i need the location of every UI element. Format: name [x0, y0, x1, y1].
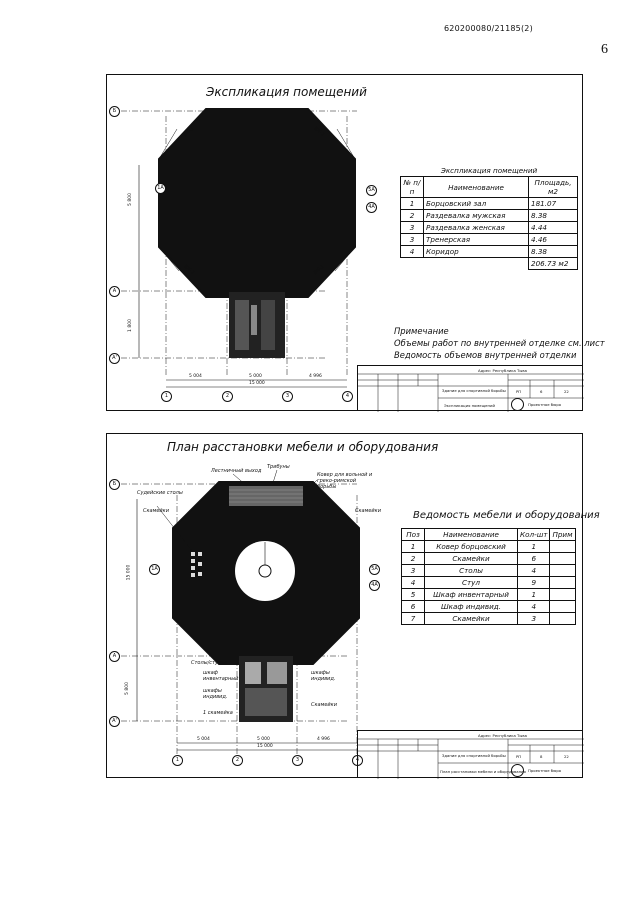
dimension-text: 15 000: [257, 744, 273, 749]
document-number: 620200080/21185(2): [444, 24, 533, 33]
annotation-label: Трибуны: [267, 464, 290, 470]
grid-axis-marker: 2: [222, 391, 233, 402]
grid-axis-marker: 1: [172, 755, 183, 766]
table-row: 6 Шкаф индивид. 4: [402, 601, 576, 613]
table-row: 4 Стул 9: [402, 577, 576, 589]
annotation-label: шкафы индивид.: [203, 688, 228, 700]
table-row: 3 Тренерская 4.46: [401, 234, 578, 246]
annotation-label: Столы/стулья: [191, 660, 228, 666]
furniture-table: [401, 528, 576, 625]
stamp-project: Адрес: Республика Тыва: [478, 733, 527, 738]
sheet1-note: [394, 325, 605, 361]
stamp-sheets: 22: [564, 754, 569, 759]
grid-axis-marker: А': [109, 353, 120, 364]
annotation-label: Ковер для вольной и греко-римской борьбы: [317, 472, 373, 490]
grid-axis-marker: А': [109, 716, 120, 727]
stamp-org: Проектное бюро: [528, 402, 562, 407]
column-header: Прим: [550, 529, 575, 541]
sheet1-floor-plan: [107, 75, 367, 405]
dimension-text: 1 800: [127, 319, 133, 332]
stamp-stage: РП: [516, 389, 522, 394]
table-row: 7 Скамейки 3: [402, 613, 576, 625]
table-row: 5 Шкаф инвентарный 1: [402, 589, 576, 601]
grid-axis-marker: 3: [282, 391, 293, 402]
dimension-text: 5 004: [189, 374, 202, 379]
column-header: Кол-шт: [518, 529, 550, 541]
dimension-text: 5 004: [197, 737, 210, 742]
column-header: Наименование: [424, 177, 529, 198]
table-row: 2 Раздевалка мужская 8.38: [401, 210, 578, 222]
callout-label: ВК-1: [312, 263, 326, 277]
page-number: 6: [601, 42, 608, 57]
annotation-label: шкафы индивид.: [311, 670, 336, 682]
annotation-label: Скамейки: [143, 508, 169, 514]
tribune: [229, 486, 303, 506]
annotation-label: Судейские столы: [137, 490, 183, 496]
callout-label: ВК-1: [182, 125, 196, 139]
stamp-object: Здание для спортивной борьбы: [442, 753, 506, 758]
grid-axis-marker: 1А: [149, 564, 160, 575]
grid-axis-marker: 2: [232, 755, 243, 766]
stamp-org: Проектное бюро: [528, 768, 562, 773]
grid-axis-marker: 1А: [155, 183, 166, 194]
column-header: Поз: [402, 529, 425, 541]
stamp-object: Здание для спортивной борьбы: [442, 388, 506, 393]
dimension-text: 5 800: [124, 682, 130, 695]
table-row: 2 Скамейки 6: [402, 553, 576, 565]
annotation-label: Скамейки: [355, 508, 381, 514]
dimension-text: 5 000: [249, 374, 262, 379]
table-row: 3 Столы 4: [402, 565, 576, 577]
table-row-total: 206.73 м2: [401, 258, 578, 270]
grid-axis-marker: 1: [161, 391, 172, 402]
org-logo-icon: [511, 764, 524, 777]
annotation-label: шкаф инвентарный: [203, 670, 239, 682]
stamp-sheet-name: Экспликация помещений: [444, 403, 495, 408]
table-row: 3 Раздевалка женская 4.44: [401, 222, 578, 234]
stamp-sheet: 8: [540, 754, 543, 759]
dimension-text: 5 800: [127, 193, 133, 206]
grid-axis-marker: 4А: [369, 580, 380, 591]
drawing-sheet-2: [106, 433, 600, 778]
grid-axis-marker: А: [109, 651, 120, 662]
grid-axis-marker: Б: [109, 106, 120, 117]
sheet1-title-block: [357, 365, 583, 411]
column-header: Площадь, м2: [529, 177, 578, 198]
note-line: Ведомость объемов внутренней отделки: [394, 350, 577, 360]
dimension-text: 4 996: [317, 737, 330, 742]
dimension-text: 4 996: [309, 374, 322, 379]
dimension-text: 5 000: [257, 737, 270, 742]
table-row: 1 Ковер борцовский 1: [402, 541, 576, 553]
grid-axis-marker: 3: [292, 755, 303, 766]
table-row: 4 Коридор 8.38: [401, 246, 578, 258]
annotation-label: 1 скамейка: [203, 710, 233, 716]
sheet2-title-block: [357, 730, 583, 778]
note-line: Объемы работ по внутренней отделке см. лист: [394, 338, 605, 348]
stamp-project: Адрес: Республика Тыва: [478, 368, 527, 373]
grid-axis-marker: 5А: [366, 185, 377, 196]
grid-axis-marker: 5А: [369, 564, 380, 575]
callout-label: ВК-1: [182, 263, 196, 277]
explication-table: [400, 165, 578, 270]
org-logo-icon: [511, 398, 524, 411]
grid-axis-marker: 4: [342, 391, 353, 402]
annotation-label: Скамейки: [311, 702, 337, 708]
stamp-sheet-name: План расстановки мебели и оборудования: [440, 769, 526, 774]
table-row: 1 Борцовский зал 181.07: [401, 198, 578, 210]
sheet1-title: Экспликация помещений: [206, 85, 367, 99]
note-title: Примечание: [394, 326, 449, 336]
annotation-label: Лестничный выход: [211, 468, 262, 474]
stamp-sheet: 6: [540, 389, 543, 394]
column-header: Наименование: [425, 529, 518, 541]
grid-axis-marker: 4: [352, 755, 363, 766]
grid-axis-marker: 4А: [366, 202, 377, 213]
table-caption: Экспликация помещений: [401, 165, 578, 177]
sheet2-title: План расстановки мебели и оборудования: [167, 440, 439, 454]
dimension-text: 15 000: [126, 564, 132, 581]
table-caption: Ведомость мебели и оборудования: [413, 510, 600, 521]
grid-axis-marker: Б: [109, 479, 120, 490]
stamp-stage: РП: [516, 754, 522, 759]
grid-axis-marker: А: [109, 286, 120, 297]
dimension-text: 15 000: [249, 381, 265, 386]
callout-label: ВК-1: [312, 125, 326, 139]
drawing-sheet-1: [106, 74, 605, 411]
stamp-sheets: 22: [564, 389, 569, 394]
column-header: № п/п: [401, 177, 424, 198]
